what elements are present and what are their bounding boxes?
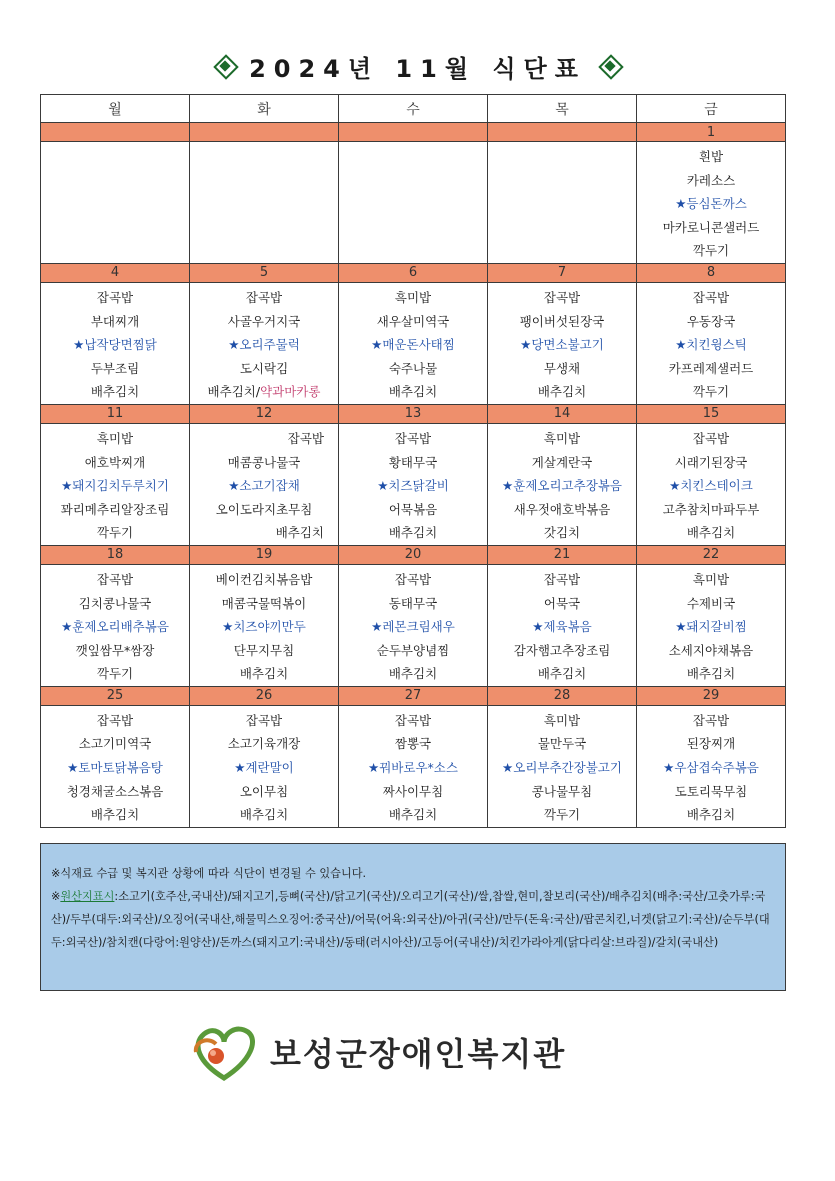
date-cell: 13: [339, 404, 488, 423]
menu-item-text: 배추김치: [686, 525, 736, 541]
weekday-header: 목: [488, 95, 637, 123]
menu-item: [488, 380, 636, 404]
menu-item: [41, 803, 189, 827]
menu-item: [488, 732, 636, 756]
special-menu-item: [488, 756, 636, 780]
menu-item-text: 팽이버섯된장국: [519, 313, 605, 329]
menu-item: [339, 357, 487, 381]
menu-item-text: 갓김치: [543, 525, 581, 541]
menu-item-text: 배추김치: [537, 666, 587, 682]
menu-item: [488, 357, 636, 381]
date-row: [41, 545, 786, 564]
menu-item: [488, 780, 636, 804]
meal-cell: [637, 564, 786, 686]
menu-item-text: 시래기된장국: [674, 454, 748, 470]
notice-change: ※식재료 수급 및 복지관 상황에 따라 식단이 변경될 수 있습니다.: [51, 867, 367, 880]
footer-logo: [190, 1020, 650, 1084]
special-menu-item: [339, 474, 487, 498]
menu-item-text: 흑미밥: [394, 289, 432, 305]
date-cell: 22: [637, 545, 786, 564]
menu-item-text: 잡곡밥: [96, 571, 134, 587]
menu-item-text: 흑미밥: [543, 430, 581, 446]
menu-item-text: ★치즈닭갈비: [377, 478, 449, 494]
date-cell: 20: [339, 545, 488, 564]
date-cell: 19: [190, 545, 339, 564]
menu-item-text: 도시락김: [239, 360, 289, 376]
menu-item: [41, 732, 189, 756]
menu-item-text: 사골우거지국: [227, 313, 301, 329]
menu-item-text: 카레소스: [686, 172, 736, 188]
meal-cell: [339, 142, 488, 264]
menu-item: [339, 521, 487, 545]
menu-item-text: ★훈제오리배추볶음: [61, 619, 169, 635]
date-cell: 1: [637, 123, 786, 142]
menu-item-text: 잡곡밥: [96, 289, 134, 305]
menu-item: [41, 662, 189, 686]
menu-item-text: ★돼지김치두루치기: [61, 478, 169, 494]
menu-item-text: 소고기육개장: [227, 736, 301, 752]
menu-item-text: 잡곡밥: [543, 571, 581, 587]
menu-item-text: 배추김치: [686, 666, 736, 682]
menu-item-text: 깍두기: [692, 384, 730, 400]
menu-item: [41, 451, 189, 475]
special-menu-item: [339, 333, 487, 357]
menu-item-text: 단무지무침: [233, 642, 295, 658]
menu-item: [41, 521, 189, 545]
meal-cell: [41, 705, 190, 827]
menu-item: [339, 451, 487, 475]
meal-cell: [637, 142, 786, 264]
menu-item: [41, 498, 189, 522]
date-cell: 8: [637, 263, 786, 282]
meal-cell: [190, 564, 339, 686]
special-menu-item: [41, 333, 189, 357]
menu-item-text: 두부조림: [90, 360, 140, 376]
menu-item-text: ★우삼겹숙주볶음: [663, 760, 759, 776]
date-cell: 12: [190, 404, 339, 423]
menu-item: [637, 732, 785, 756]
menu-item: [190, 803, 338, 827]
menu-item-text: ★훈제오리고추장볶음: [502, 478, 622, 494]
notice-origin-prefix: ※: [51, 890, 61, 903]
date-cell: [339, 123, 488, 142]
date-cell: [190, 123, 339, 142]
menu-item-text: 깍두기: [96, 666, 134, 682]
menu-item: [190, 498, 338, 522]
menu-item-text: ★치즈야끼만두: [222, 619, 306, 635]
menu-item-text: 잡곡밥: [96, 712, 134, 728]
menu-item: [637, 169, 785, 193]
menu-item: [637, 145, 785, 169]
menu-item: [41, 592, 189, 616]
date-row: [41, 123, 786, 142]
date-cell: 25: [41, 686, 190, 705]
special-menu-item: [190, 756, 338, 780]
menu-item: [637, 662, 785, 686]
menu-item: [488, 709, 636, 733]
menu-item: [637, 380, 785, 404]
meal-cell: [190, 142, 339, 264]
meal-cell: [488, 142, 637, 264]
menu-item-text: 물만두국: [537, 736, 587, 752]
menu-item-text: ★오리주물럭: [228, 337, 300, 353]
date-cell: 21: [488, 545, 637, 564]
menu-item-text: 무생채: [543, 360, 581, 376]
date-cell: 29: [637, 686, 786, 705]
special-menu-item: [488, 333, 636, 357]
meal-cell: [190, 423, 339, 545]
menu-item-text: 소고기미역국: [78, 736, 152, 752]
menu-item: [488, 803, 636, 827]
menu-item-text: 순두부양념찜: [376, 642, 450, 658]
weekday-header: 화: [190, 95, 339, 123]
menu-item: [190, 310, 338, 334]
menu-item: [339, 592, 487, 616]
menu-item: [339, 568, 487, 592]
menu-item: [488, 639, 636, 663]
menu-item: [41, 427, 189, 451]
notice-box: [40, 843, 786, 991]
menu-item-text: 콩나물무침: [531, 783, 593, 799]
meal-cell: [41, 142, 190, 264]
date-cell: 28: [488, 686, 637, 705]
menu-item-text: ★계란말이: [234, 760, 294, 776]
menu-item: [637, 780, 785, 804]
menu-item-text: 잡곡밥: [245, 289, 283, 305]
menu-item: [637, 357, 785, 381]
special-menu-item: [41, 474, 189, 498]
menu-item: [41, 568, 189, 592]
menu-item-text: ★돼지갈비찜: [675, 619, 747, 635]
menu-item: [637, 568, 785, 592]
menu-item-text: ★토마토닭볶음탕: [67, 760, 163, 776]
meal-cell: [339, 705, 488, 827]
page-title: [0, 44, 835, 88]
menu-item: [637, 216, 785, 240]
menu-item: [339, 310, 487, 334]
menu-item-text: 배추김치: [537, 384, 587, 400]
menu-item-text: 게살계란국: [531, 454, 593, 470]
menu-item-dessert: 약과마카롱: [260, 384, 321, 400]
menu-item-text: 베이컨김치볶음밥: [215, 571, 313, 587]
special-menu-item: [637, 615, 785, 639]
menu-item: [488, 498, 636, 522]
menu-item-text: 배추김치: [275, 525, 324, 541]
origin-label: 원산지표시: [60, 890, 115, 903]
menu-item: [637, 498, 785, 522]
menu-item: [637, 521, 785, 545]
menu-item-text: 부대찌개: [90, 313, 140, 329]
menu-item: [488, 662, 636, 686]
special-menu-item: [41, 756, 189, 780]
date-cell: 4: [41, 263, 190, 282]
menu-item: [41, 709, 189, 733]
menu-item: [339, 498, 487, 522]
origin-text: :소고기(호주산,국내산)/돼지고기,등뼈(국산)/닭고기(국산)/오리고기(국산)/쌀,찹쌀,현미,찰보리(국산)/배추김치(배추:국산/고춧가루:국산)/두부(대두:외국산)/오징어(국내산,해물믹스오징어:중국산)/어묵(어육:외국산)/아귀(국산)/만두(돈육:국산)/팝콘치킨,너겟(닭고기:국산)/순두부(대두:외국산)/참치캔(다랑어:원양산)/돈까스(돼지고기:국내산)/동태(러시아산)/고등어(국내산)/치킨가라아게(닭다리살:브라질)/갈치(국내산): [51, 890, 770, 949]
menu-item-text: 김치콩나물국: [78, 595, 152, 611]
meal-row: [41, 282, 786, 404]
special-menu-item: [339, 756, 487, 780]
menu-item: [190, 357, 338, 381]
menu-item-text: 잡곡밥: [543, 289, 581, 305]
weekday-header: 월: [41, 95, 190, 123]
meal-cell: [41, 564, 190, 686]
menu-item-text: 잡곡밥: [245, 712, 283, 728]
meal-cell: [339, 423, 488, 545]
date-row: [41, 404, 786, 423]
menu-item-text: 매콤국물떡볶이: [221, 595, 307, 611]
menu-item-text: 마카로니콘샐러드: [662, 219, 760, 235]
date-cell: 5: [190, 263, 339, 282]
menu-item: [190, 568, 338, 592]
date-cell: 15: [637, 404, 786, 423]
notice-origin: [51, 885, 775, 954]
meal-row: [41, 423, 786, 545]
menu-item-text: ★레몬크림새우: [371, 619, 455, 635]
menu-item: [339, 709, 487, 733]
meal-cell: [637, 282, 786, 404]
menu-item-text: 짜사이무침: [382, 783, 444, 799]
menu-item-text: 오이무침: [239, 783, 289, 799]
menu-item: [339, 286, 487, 310]
meal-cell: [488, 564, 637, 686]
menu-item-text: ★당면소불고기: [520, 337, 604, 353]
menu-item: [339, 732, 487, 756]
menu-item-text: 고추참치마파두부: [662, 501, 760, 517]
menu-item-text: ★치킨윙스틱: [675, 337, 747, 353]
menu-item-text: 흑미밥: [96, 430, 134, 446]
menu-item: [488, 592, 636, 616]
menu-item-text: 수제비국: [686, 595, 736, 611]
menu-item: [190, 709, 338, 733]
menu-item: [339, 639, 487, 663]
menu-item-text: 새우살미역국: [376, 313, 450, 329]
menu-item: [488, 286, 636, 310]
menu-item: [339, 380, 487, 404]
menu-item: [190, 521, 338, 545]
menu-item-text: 짬뽕국: [394, 736, 432, 752]
date-cell: 6: [339, 263, 488, 282]
menu-item-text: ★등심돈까스: [675, 196, 747, 212]
menu-item-text: 도토리묵무침: [674, 783, 748, 799]
menu-item-text: ★꿔바로우*소스: [368, 760, 458, 776]
menu-item: [637, 592, 785, 616]
menu-item-text: 배추김치/: [207, 384, 261, 400]
menu-item-text: 흑미밥: [543, 712, 581, 728]
menu-item: [190, 780, 338, 804]
menu-item: [190, 639, 338, 663]
date-cell: 27: [339, 686, 488, 705]
menu-item-text: 잡곡밥: [394, 712, 432, 728]
menu-item: [637, 639, 785, 663]
diamond-icon: [215, 56, 235, 76]
meal-cell: [488, 423, 637, 545]
menu-item-text: ★매운돈사태찜: [371, 337, 455, 353]
menu-item-text: 잡곡밥: [692, 289, 730, 305]
menu-item-text: ★소고기잡채: [228, 478, 300, 494]
menu-item-text: ★제육볶음: [532, 619, 592, 635]
menu-item-text: 잡곡밥: [394, 571, 432, 587]
meal-cell: [190, 705, 339, 827]
menu-item-text: 배추김치: [686, 807, 736, 823]
menu-item-text: 배추김치: [388, 666, 438, 682]
menu-item: [41, 380, 189, 404]
menu-item-text: 어묵국: [543, 595, 581, 611]
menu-item: [637, 803, 785, 827]
menu-item: [339, 427, 487, 451]
menu-item-text: 배추김치: [239, 666, 289, 682]
menu-item-text: 깍두기: [543, 807, 581, 823]
special-menu-item: [41, 615, 189, 639]
meal-row: [41, 142, 786, 264]
menu-item-text: 매콤콩나물국: [227, 454, 301, 470]
menu-item: [488, 521, 636, 545]
menu-item-text: 꽈리메추리알장조림: [60, 501, 170, 517]
menu-item-text: 잡곡밥: [394, 430, 432, 446]
date-cell: [41, 123, 190, 142]
menu-item-text: ★오리부추간장불고기: [502, 760, 622, 776]
special-menu-item: [637, 756, 785, 780]
menu-item: [190, 286, 338, 310]
menu-item: [190, 662, 338, 686]
weekday-header: 금: [637, 95, 786, 123]
special-menu-item: [190, 333, 338, 357]
weekday-header-row: [41, 95, 786, 123]
menu-item-text: 깻잎쌈무*쌈장: [75, 642, 155, 658]
menu-item-text: 감자햄고추장조림: [513, 642, 611, 658]
meal-row: [41, 564, 786, 686]
menu-item-text: 배추김치: [388, 384, 438, 400]
date-row: [41, 686, 786, 705]
menu-item-text: 배추김치: [90, 807, 140, 823]
date-cell: [488, 123, 637, 142]
menu-item: [190, 451, 338, 475]
menu-item-text: 된장찌개: [686, 736, 736, 752]
menu-item-text: 숙주나물: [388, 360, 438, 376]
diamond-icon: [600, 56, 620, 76]
menu-item: [190, 380, 338, 404]
menu-item: [190, 592, 338, 616]
menu-item-text: 우동장국: [686, 313, 736, 329]
menu-item-text: 배추김치: [388, 807, 438, 823]
menu-item-text: 잡곡밥: [287, 430, 324, 446]
menu-item-text: ★납작당면찜닭: [73, 337, 157, 353]
menu-item: [637, 709, 785, 733]
menu-item: [41, 780, 189, 804]
special-menu-item: [488, 474, 636, 498]
menu-item-text: 배추김치: [90, 384, 140, 400]
menu-item-text: 흑미밥: [692, 571, 730, 587]
meal-cell: [41, 423, 190, 545]
menu-item: [41, 310, 189, 334]
special-menu-item: [488, 615, 636, 639]
menu-item: [637, 427, 785, 451]
menu-item: [190, 427, 338, 451]
menu-item-text: 동태무국: [388, 595, 438, 611]
title-text: 2024년 11월 식단표: [249, 54, 586, 83]
meal-cell: [339, 282, 488, 404]
date-cell: 14: [488, 404, 637, 423]
menu-item: [488, 451, 636, 475]
menu-item-text: 새우젓애호박볶음: [513, 501, 611, 517]
meal-cell: [637, 705, 786, 827]
menu-item: [488, 568, 636, 592]
menu-item-text: 깍두기: [96, 525, 134, 541]
meal-row: [41, 705, 786, 827]
menu-item: [41, 357, 189, 381]
menu-item-text: 애호박찌개: [84, 454, 146, 470]
meal-cell: [488, 282, 637, 404]
special-menu-item: [637, 474, 785, 498]
weekday-header: 수: [339, 95, 488, 123]
menu-item-text: 황태무국: [388, 454, 438, 470]
menu-item-text: 오이도라지초무침: [215, 501, 313, 517]
menu-item: [339, 803, 487, 827]
meal-cell: [41, 282, 190, 404]
menu-item-text: 청경채굴소스볶음: [66, 783, 164, 799]
menu-item: [637, 310, 785, 334]
menu-item-text: 어묵볶음: [388, 501, 438, 517]
menu-item: [488, 310, 636, 334]
date-cell: 26: [190, 686, 339, 705]
date-cell: 7: [488, 263, 637, 282]
special-menu-item: [190, 615, 338, 639]
menu-item: [190, 732, 338, 756]
meal-cell: [488, 705, 637, 827]
meal-cell: [637, 423, 786, 545]
menu-item: [637, 451, 785, 475]
meal-cell: [190, 282, 339, 404]
menu-table: [40, 94, 786, 828]
menu-item: [637, 239, 785, 263]
date-row: [41, 263, 786, 282]
menu-item-text: ★치킨스테이크: [669, 478, 753, 494]
menu-item-text: 흰밥: [698, 149, 724, 164]
organization-name: 보성군장애인복지관: [270, 1035, 567, 1073]
menu-item-text: 배추김치: [388, 525, 438, 541]
date-cell: 18: [41, 545, 190, 564]
menu-item-text: 잡곡밥: [692, 712, 730, 728]
date-cell: 11: [41, 404, 190, 423]
menu-item-text: 소세지야채볶음: [668, 642, 754, 658]
menu-item: [41, 286, 189, 310]
menu-item-text: 배추김치: [239, 807, 289, 823]
menu-item: [339, 662, 487, 686]
menu-item: [637, 286, 785, 310]
special-menu-item: [339, 615, 487, 639]
menu-item-text: 깍두기: [692, 243, 730, 259]
special-menu-item: [190, 474, 338, 498]
meal-cell: [339, 564, 488, 686]
menu-item: [488, 427, 636, 451]
menu-item: [339, 780, 487, 804]
heart-logo-icon: [190, 1022, 260, 1082]
special-menu-item: [637, 333, 785, 357]
menu-item: [41, 639, 189, 663]
special-menu-item: [637, 192, 785, 216]
menu-item-text: 잡곡밥: [692, 430, 730, 446]
menu-item-text: 카프레제샐러드: [668, 360, 754, 376]
